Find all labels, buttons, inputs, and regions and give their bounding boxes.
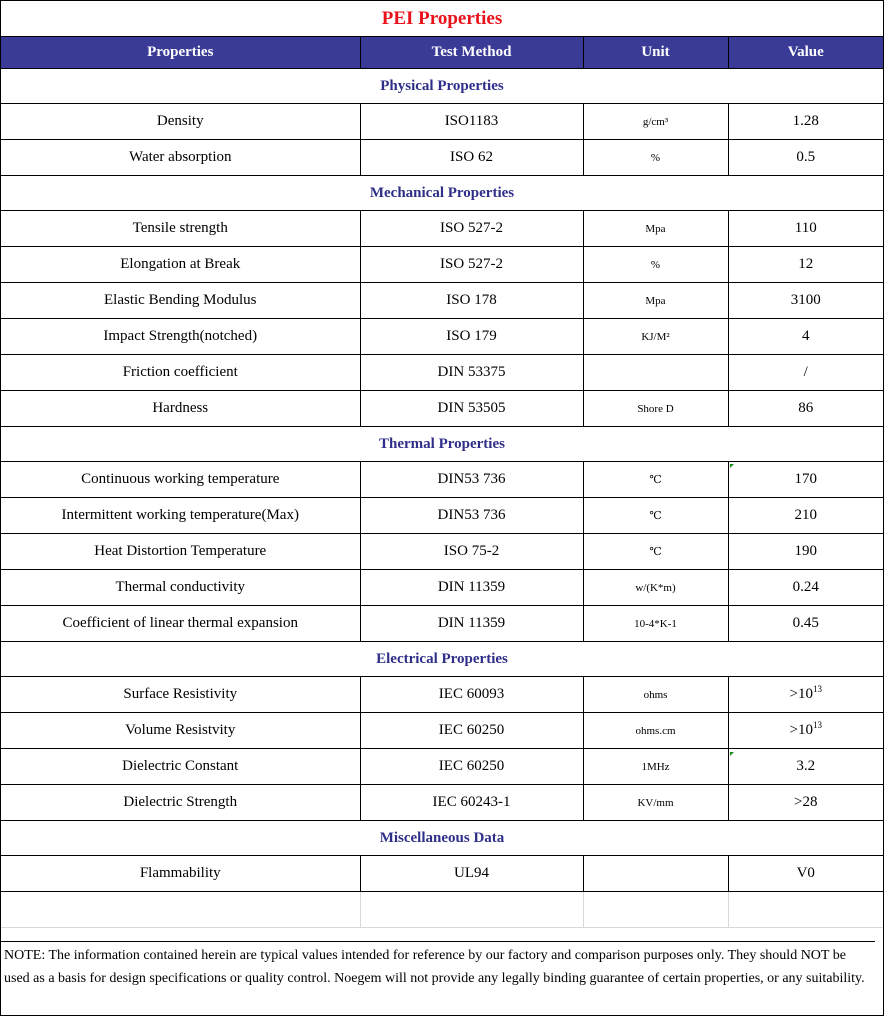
- value-cell: 86: [728, 391, 883, 427]
- header-unit: Unit: [583, 37, 728, 69]
- value-cell: 190: [728, 534, 883, 570]
- value-cell: V0: [728, 856, 883, 892]
- value-cell: /: [728, 355, 883, 391]
- table-row: [1, 785, 883, 821]
- section-row: [1, 176, 883, 211]
- test-method-cell: ISO 75-2: [360, 534, 583, 570]
- empty-row: [1, 892, 883, 928]
- value-cell: 0.24: [728, 570, 883, 606]
- test-method-cell: IEC 60243-1: [360, 785, 583, 821]
- value-exponent: 13: [812, 720, 822, 730]
- test-method-cell: DIN 11359: [360, 570, 583, 606]
- section-title: Mechanical Properties: [1, 176, 883, 211]
- property-cell: Elongation at Break: [1, 247, 360, 283]
- property-cell: Tensile strength: [1, 211, 360, 247]
- value-exponent: 13: [812, 684, 822, 694]
- section-title: Thermal Properties: [1, 427, 883, 462]
- unit-cell: [583, 355, 728, 391]
- section-title: Physical Properties: [1, 69, 883, 104]
- table-row: [1, 140, 883, 176]
- header-properties: Properties: [1, 37, 360, 69]
- properties-table: [1, 37, 883, 928]
- table-row: [1, 856, 883, 892]
- test-method-cell: ISO 62: [360, 140, 583, 176]
- value-cell: 12: [728, 247, 883, 283]
- unit-cell: Mpa: [583, 283, 728, 319]
- test-method-cell: DIN53 736: [360, 462, 583, 498]
- property-cell: Dielectric Constant: [1, 749, 360, 785]
- unit-cell: ohms: [583, 677, 728, 713]
- table-row: [1, 319, 883, 355]
- value-cell: 3100: [728, 283, 883, 319]
- value-base: >10: [789, 686, 813, 702]
- test-method-cell: DIN53 736: [360, 498, 583, 534]
- section-row: [1, 642, 883, 677]
- sheet-title: PEI Properties: [1, 1, 883, 37]
- table-row: [1, 713, 883, 749]
- value-cell: 0.45: [728, 606, 883, 642]
- unit-cell: ℃: [583, 534, 728, 570]
- property-cell: Dielectric Strength: [1, 785, 360, 821]
- unit-cell: ohms.cm: [583, 713, 728, 749]
- test-method-cell: UL94: [360, 856, 583, 892]
- property-cell: Elastic Bending Modulus: [1, 283, 360, 319]
- table-row: [1, 749, 883, 785]
- property-cell: Coefficient of linear thermal expansion: [1, 606, 360, 642]
- empty-cell: [583, 892, 728, 928]
- table-row: [1, 211, 883, 247]
- property-cell: Thermal conductivity: [1, 570, 360, 606]
- test-method-cell: IEC 60093: [360, 677, 583, 713]
- section-row: [1, 821, 883, 856]
- unit-cell: g/cm³: [583, 104, 728, 140]
- test-method-cell: DIN 53375: [360, 355, 583, 391]
- value-base: >10: [789, 722, 813, 738]
- empty-cell: [1, 892, 360, 928]
- table-row: [1, 462, 883, 498]
- table-row: [1, 606, 883, 642]
- property-cell: Hardness: [1, 391, 360, 427]
- table-row: [1, 247, 883, 283]
- section-title: Electrical Properties: [1, 642, 883, 677]
- unit-cell: [583, 856, 728, 892]
- header-row: [1, 37, 883, 69]
- value-cell: 210: [728, 498, 883, 534]
- test-method-cell: DIN 11359: [360, 606, 583, 642]
- value-cell: 3.2: [728, 749, 883, 785]
- property-cell: Volume Resistvity: [1, 713, 360, 749]
- property-cell: Water absorption: [1, 140, 360, 176]
- property-cell: Heat Distortion Temperature: [1, 534, 360, 570]
- unit-cell: 10-4*K-1: [583, 606, 728, 642]
- table-row: [1, 570, 883, 606]
- header-value: Value: [728, 37, 883, 69]
- empty-cell: [728, 892, 883, 928]
- section-row: [1, 427, 883, 462]
- test-method-cell: IEC 60250: [360, 713, 583, 749]
- table-row: [1, 104, 883, 140]
- section-title: Miscellaneous Data: [1, 821, 883, 856]
- test-method-cell: ISO 527-2: [360, 247, 583, 283]
- property-cell: Intermittent working temperature(Max): [1, 498, 360, 534]
- unit-cell: ℃: [583, 498, 728, 534]
- unit-cell: ℃: [583, 462, 728, 498]
- unit-cell: KV/mm: [583, 785, 728, 821]
- value-cell: 4: [728, 319, 883, 355]
- table-body: [1, 69, 883, 928]
- disclaimer-note: NOTE: The information contained herein are typical values intended for reference by our factory and comparison purposes only. They should NOT be used as a basis for design specifications or quality control. Noegem will not provide any legally binding guarantee of certain properties, or any suitability.: [1, 941, 875, 990]
- property-cell: Density: [1, 104, 360, 140]
- property-cell: Friction coefficient: [1, 355, 360, 391]
- test-method-cell: ISO 527-2: [360, 211, 583, 247]
- property-cell: Flammability: [1, 856, 360, 892]
- table-row: [1, 283, 883, 319]
- unit-cell: Mpa: [583, 211, 728, 247]
- value-cell: 170: [728, 462, 883, 498]
- table-row: [1, 534, 883, 570]
- unit-cell: %: [583, 140, 728, 176]
- test-method-cell: ISO 178: [360, 283, 583, 319]
- unit-cell: KJ/M²: [583, 319, 728, 355]
- property-cell: Continuous working temperature: [1, 462, 360, 498]
- property-cell: Surface Resistivity: [1, 677, 360, 713]
- value-cell: [728, 677, 883, 713]
- unit-cell: 1MHz: [583, 749, 728, 785]
- value-cell: 110: [728, 211, 883, 247]
- property-cell: Impact Strength(notched): [1, 319, 360, 355]
- section-row: [1, 69, 883, 104]
- unit-cell: %: [583, 247, 728, 283]
- table-row: [1, 391, 883, 427]
- value-cell: 1.28: [728, 104, 883, 140]
- table-row: [1, 677, 883, 713]
- header-test-method: Test Method: [360, 37, 583, 69]
- test-method-cell: ISO1183: [360, 104, 583, 140]
- value-cell: 0.5: [728, 140, 883, 176]
- value-cell: [728, 713, 883, 749]
- value-cell: >28: [728, 785, 883, 821]
- table-row: [1, 355, 883, 391]
- unit-cell: Shore D: [583, 391, 728, 427]
- table-row: [1, 498, 883, 534]
- cell-comment-marker: [730, 752, 734, 756]
- unit-cell: w/(K*m): [583, 570, 728, 606]
- test-method-cell: ISO 179: [360, 319, 583, 355]
- empty-cell: [360, 892, 583, 928]
- cell-comment-marker: [730, 464, 734, 468]
- test-method-cell: DIN 53505: [360, 391, 583, 427]
- test-method-cell: IEC 60250: [360, 749, 583, 785]
